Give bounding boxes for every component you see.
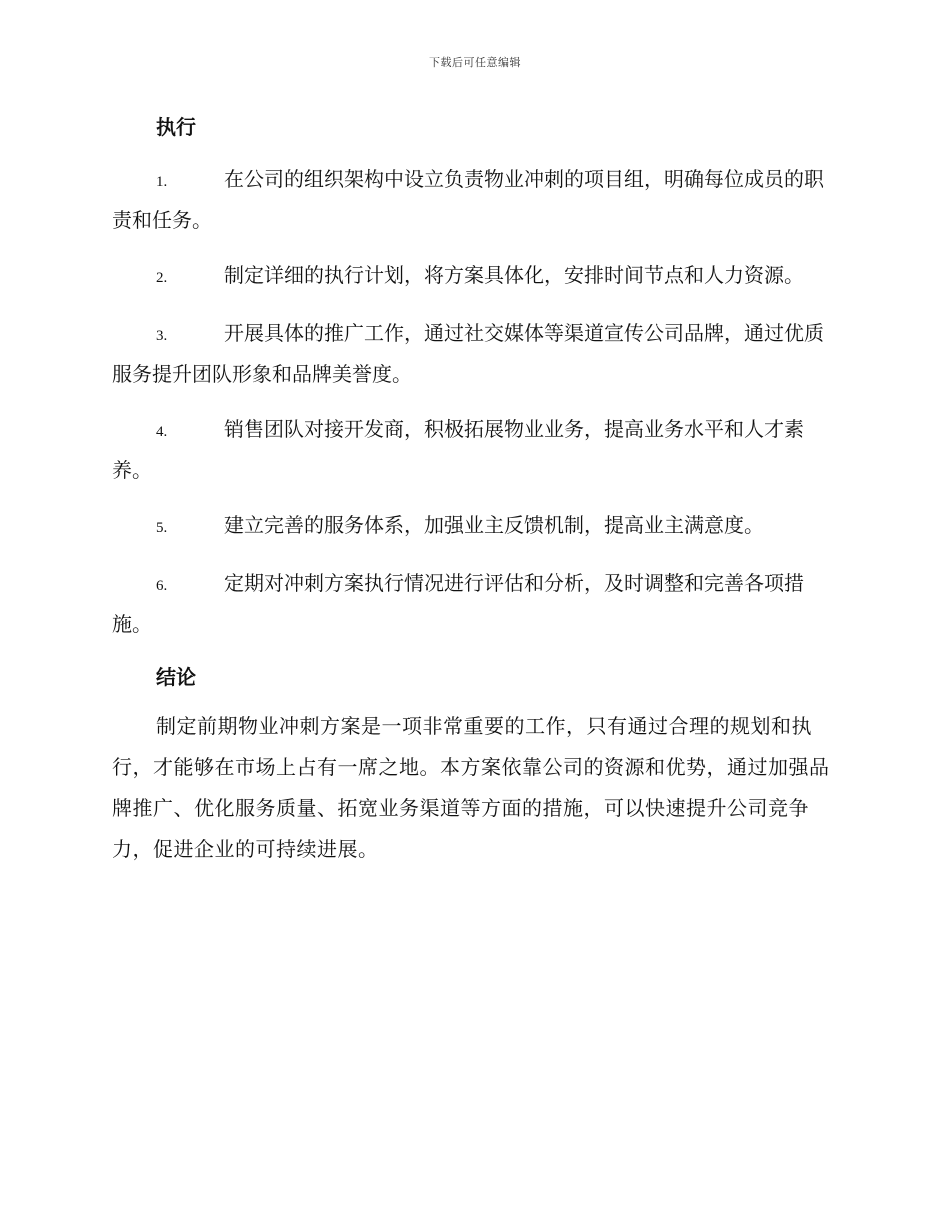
conclusion-paragraph: 制定前期物业冲刺方案是一项非常重要的工作，只有通过合理的规划和执行，才能够在市场上占有一席之地。本方案依靠公司的资源和优势，通过加强品牌推广、优化服务质量、拓宽业务渠道等方面的措施，可以快速提升公司竞争力，促进企业的可持续进展。 [112,714,830,861]
list-item [112,314,834,393]
step-number: 2. [156,270,168,286]
step-text: 在公司的组织架构中设立负责物业冲刺的项目组，明确每位成员的职责和任务。 [112,167,824,232]
document-body [112,110,834,870]
step-text: 定期对冲刺方案执行情况进行评估和分析，及时调整和完善各项措施。 [112,571,804,636]
section-heading-execution: 执行 [156,115,196,139]
step-text: 开展具体的推广工作，通过社交媒体等渠道宣传公司品牌，通过优质服务提升团队形象和品牌美誉度。 [112,321,824,386]
step-number: 4. [156,424,168,440]
step-number: 6. [156,578,168,594]
list-item [112,160,834,239]
list-item [112,256,834,297]
step-text: 建立完善的服务体系，加强业主反馈机制，提高业主满意度。 [224,513,764,537]
execution-step-list [112,160,834,643]
step-text: 制定详细的执行计划，将方案具体化，安排时间节点和人力资源。 [224,263,804,287]
list-item [112,564,834,643]
step-number: 3. [156,328,168,344]
header-note: 下载后可任意编辑 [429,56,521,69]
step-number: 5. [156,520,168,536]
step-text: 销售团队对接开发商，积极拓展物业业务，提高业务水平和人才素养。 [112,417,804,482]
list-item [112,506,834,547]
section-heading-conclusion: 结论 [156,665,196,689]
step-number: 1. [156,174,168,190]
list-item [112,410,834,489]
